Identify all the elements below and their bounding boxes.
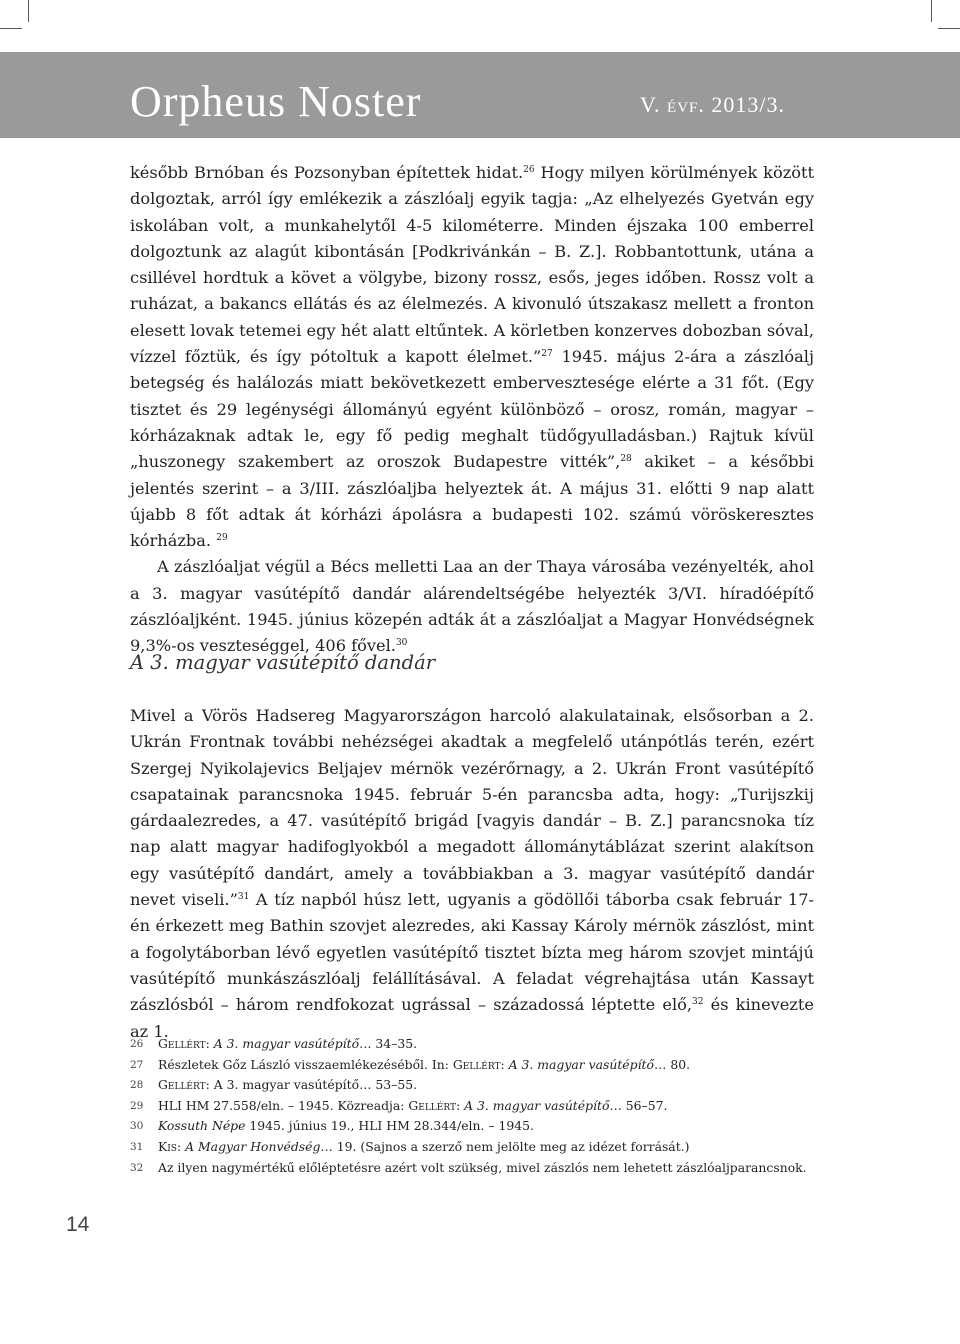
crop-mark <box>0 28 22 29</box>
footnote: 28 Gellért: A 3. magyar vasútépítő… 53–55. <box>130 1077 418 1093</box>
footnote: 32 Az ilyen nagymértékű előléptetésre azért volt szükség, mivel zászlós nem lehetett zászlóaljparancsnok. <box>130 1159 807 1175</box>
section-heading: A 3. magyar vasútépítő dandár <box>130 651 436 674</box>
journal-title: Orpheus Noster <box>130 77 422 126</box>
paragraph: később Brnóban és Pozsonyban építettek hidat.$^{26}$ Hogy milyen körülmények között dolgoztak, arról így emlékezik a zászlóalj egyik tagja: „Az elhelyezés Gyetván egy iskolában volt, a munkahelytől 4-5 kilométerre. Minden éjszaka 100 emberrel dolgoztunk az alagút kibontásán [Podkrivánkán – B. Z.]. Robbantottunk, utána a csillével hordtuk a követ a völgybe, bizony rossz, esős, jeges időben. Rossz volt a ruházat, a bakancs ellátás és az élelmezés. A kivonuló útszakasz mellett a fronton elesett lovak tetemei egy hét alatt eltűntek. A körletben konzerves dobozban sóval, vízzel főztük, és így pótoltuk a kapott élelmet.”$^{27}$ 1945. május 2-ára a zászlóalj betegség és halálozás miatt bekövetkezett embervesztesége elérte a 31 főt. (Egy tisztet és 29 legénységi állományú egyént különböző – orosz, román, magyar – kórházaknak adtak le, egy fő pedig meghalt tüdőgyulladásban.) Rajtuk kívül „huszonegy szakembert az oroszok Budapestre vitték”,$^{28}$ akiket – a későbbi jelentés szerint – a 3/III. zászlóaljba helyeztek át. A május 31. előtti 9 nap alatt újabb 8 főt adtak át kórházi ápolásra a budapesti 102. számú vöröskeresztes kórházba. $^{29}$ <box>130 163 815 551</box>
footnote-ref: 32 <box>692 997 704 1008</box>
crop-mark <box>28 0 29 22</box>
paragraph: A zászlóaljat végül a Bécs melletti Laa an der Thaya városába vezényelték, ahol a 3. magyar vasútépítő dandár alárendeltségébe helyezték 3/VI. híradóépítő zászlóaljként. 1945. június közepén adták át a zászlóaljat a Magyar Honvédségnek 9,3%-os veszteséggel, 406 fővel.$^{30}$ <box>130 557 814 656</box>
footnote-ref: 28 <box>620 454 632 465</box>
footnote: 31 Kis: A Magyar Honvédség… 19. (Sajnos a szerző nem jelölte meg az idézet forrását.) <box>130 1138 690 1154</box>
footnote: 30 Kossuth Népe 1945. június 19., HLI HM 28.344/eln. – 1945. <box>130 1118 534 1134</box>
page-number: 14 <box>66 1213 90 1236</box>
paragraph: Mivel a Vörös Hadsereg Magyarországon harcoló alakulatainak, elsősorban a 2. Ukrán Frontnak további nehézségei akadtak a megfelelő utánpótlás terén, ezért Szergej Nyikolajevics Beljajev mérnök vezérőrnagy, a 2. Ukrán Front vasútépítő csapatainak parancsnoka 1945. február 5-én parancsba adta, hogy: „Turijszkij gárdaalezredes, a 47. vasútépítő brigád [vagyis dandár – B. Z.] parancsnoka tíz nap alatt magyar hadifoglyokból a megadott állománytáblázat szerint alakítson egy vasútépítő dandárt, amely a továbbiakban a 3. magyar vasútépítő dandár nevet viseli.”$^{31}$ A tíz napból húsz lett, ugyanis a gödöllői táborba csak február 17-én érkezett meg Bathin szovjet alezredes, aki Kassay Károly mérnök zászlóst, mint a fogolytáborban lévő egyetlen vasútépítő tisztet bízta meg három szovjet mintájú vasútépítő munkászászlóalj felállításával. A feladat végrehajtása után Kassayt zászlósból – három rendfokozat ugrással – századossá léptette elő,$^{32}$ és kinevezte az 1. <box>130 706 814 1041</box>
footnote-ref: 29 <box>216 533 228 544</box>
footnotes <box>130 1034 814 1178</box>
footnote: 29 HLI HM 27.558/eln. – 1945. Közreadja: Gellért: A 3. magyar vasútépítő… 56–57. <box>130 1097 668 1113</box>
issue-label: V. évf. 2013/3. <box>639 92 785 117</box>
crop-mark <box>938 28 960 29</box>
footnote-ref: 26 <box>523 165 535 175</box>
crop-mark <box>931 0 932 22</box>
footnote-ref: 31 <box>237 892 250 903</box>
article-body <box>130 703 814 1045</box>
footnote: 26 Gellért: A 3. magyar vasútépítő… 34–35. <box>130 1036 418 1051</box>
footnote-ref: 27 <box>541 349 553 360</box>
footnote-ref: 30 <box>395 638 408 649</box>
footnote: 27 Részletek Gőz László visszaemlékezéséből. In: Gellért: A 3. magyar vasútépítő… 80. <box>130 1056 691 1072</box>
article-body <box>130 160 814 660</box>
